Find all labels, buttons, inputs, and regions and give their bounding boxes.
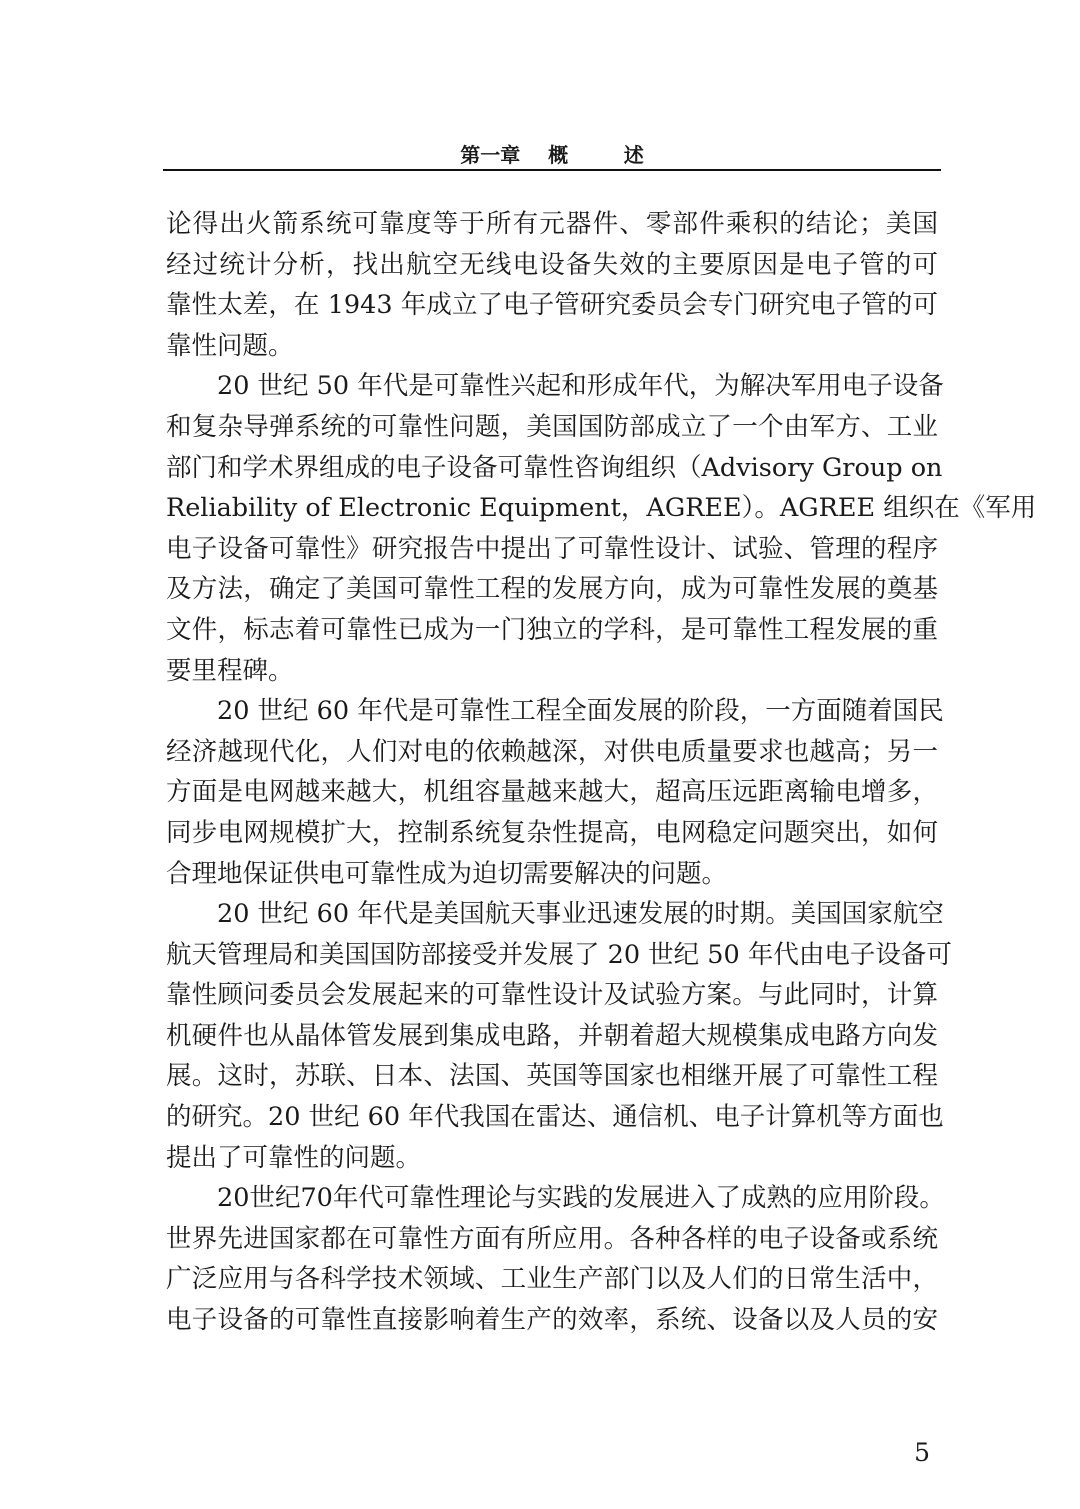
text-line: 20 世纪 60 年代是可靠性工程全面发展的阶段，一方面随着国民: [217, 696, 944, 727]
text-line: 20世纪70年代可靠性理论与实践的发展进入了成熟的应用阶段。: [217, 1183, 945, 1214]
text-line: 部门和学术界组成的电子设备可靠性咨询组织（Advisory Group on: [166, 452, 943, 483]
text-line: 世界先进国家都在可靠性方面有所应用。各种各样的电子设备或系统: [166, 1223, 938, 1254]
text-line: 电子设备可靠性》研究报告中提出了可靠性设计、试验、管理的程序: [166, 533, 938, 564]
text-line: 经济越现代化，人们对电的依赖越深，对供电质量要求也越高；另一: [166, 736, 938, 767]
text-line: 要里程碑。: [166, 655, 294, 686]
text-line: 及方法，确定了美国可靠性工程的发展方向，成为可靠性发展的奠基: [166, 574, 938, 605]
running-header: 第一章 概 述: [460, 143, 644, 167]
text-line: 靠性问题。: [166, 330, 294, 361]
text-line: 和复杂导弹系统的可靠性问题，美国国防部成立了一个由军方、工业: [166, 411, 938, 442]
text-line: 的研究。20 世纪 60 年代我国在雷达、通信机、电子计算机等方面也: [166, 1102, 944, 1133]
text-line: 广泛应用与各科学技术领域、工业生产部门以及人们的日常生活中，: [166, 1264, 938, 1295]
text-line: 20 世纪 60 年代是美国航天事业迅速发展的时期。美国国家航空: [217, 899, 944, 930]
page-number: 5: [914, 1438, 930, 1467]
text-line: 经过统计分析，找出航空无线电设备失效的主要原因是电子管的可: [166, 249, 938, 280]
text-line: 航天管理局和美国国防部接受并发展了 20 世纪 50 年代由电子设备可: [166, 939, 952, 970]
text-line: 合理地保证供电可靠性成为迫切需要解决的问题。: [166, 858, 728, 889]
text-line: Reliability of Electronic Equipment，AGREE）。AGREE 组织在《军用: [166, 493, 1037, 524]
text-line: 论得出火箭系统可靠度等于所有元器件、零部件乘积的结论；美国: [166, 209, 938, 239]
header-rule: [163, 169, 941, 171]
text-line: 机硬件也从晶体管发展到集成电路，并朝着超大规模集成电路方向发: [166, 1020, 938, 1051]
text-line: 靠性太差，在 1943 年成立了电子管研究委员会专门研究电子管的可: [166, 290, 938, 321]
text-line: 文件，标志着可靠性已成为一门独立的学科，是可靠性工程发展的重: [166, 614, 938, 645]
text-line: 展。这时，苏联、日本、法国、英国等国家也相继开展了可靠性工程: [166, 1061, 938, 1092]
body-text: [166, 204, 1037, 1341]
text-line: 方面是电网越来越大，机组容量越来越大，超高压远距离输电增多，: [166, 777, 938, 808]
text-line: 靠性顾问委员会发展起来的可靠性设计及试验方案。与此同时，计算: [166, 980, 938, 1011]
text-line: 提出了可靠性的问题。: [166, 1142, 422, 1173]
text-line: 20 世纪 50 年代是可靠性兴起和形成年代，为解决军用电子设备: [217, 371, 944, 402]
text-line: 电子设备的可靠性直接影响着生产的效率，系统、设备以及人员的安: [166, 1305, 938, 1336]
text-line: 同步电网规模扩大，控制系统复杂性提高，电网稳定问题突出，如何: [166, 817, 938, 848]
